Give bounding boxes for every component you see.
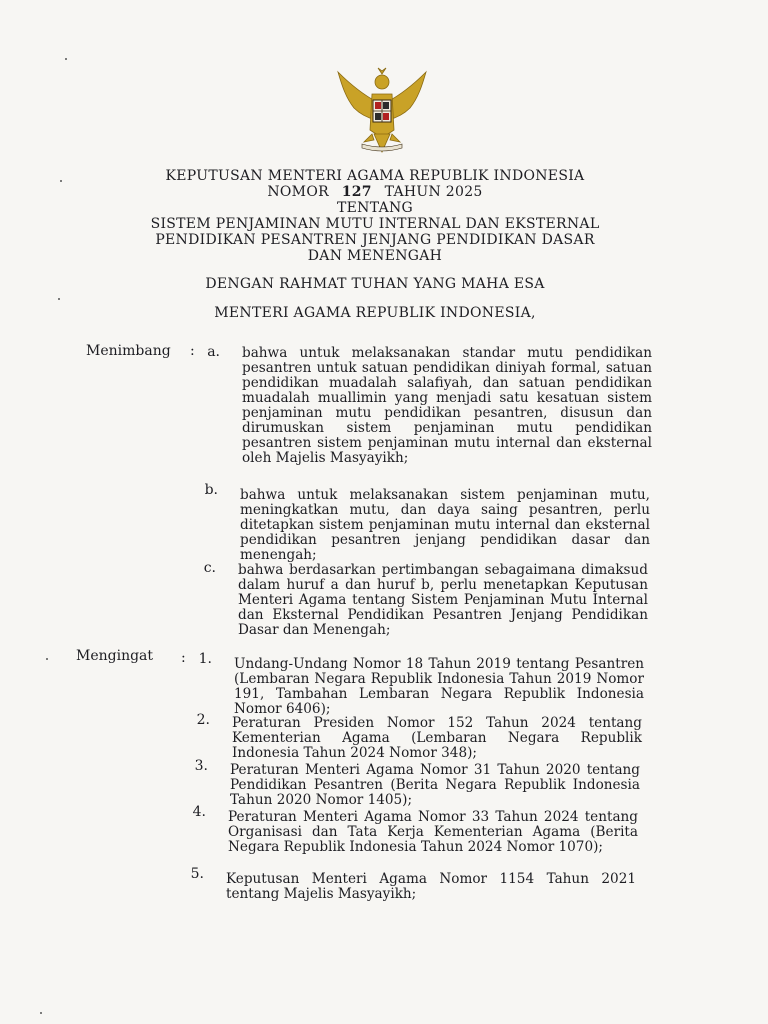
tahun-label: TAHUN 2025 [384, 184, 483, 200]
scan-speck [65, 58, 67, 60]
minister-line: MENTERI AGAMA REPUBLIK INDONESIA, [214, 305, 536, 321]
mengingat-item-2: Peraturan Presiden Nomor 152 Tahun 2024 tentang Kementerian Agama (Lembaran Negara Republik Indonesia Tahun 2024 Nomor 348); [232, 715, 642, 761]
mengingat-label: Mengingat [76, 648, 154, 664]
subject-line-2: PENDIDIKAN PESANTREN JENJANG PENDIDIKAN DASAR [155, 232, 595, 248]
menimbang-label: Menimbang [86, 343, 171, 359]
scan-speck [58, 298, 60, 300]
mengingat-marker-4: 4. [192, 804, 206, 820]
scan-speck [60, 180, 62, 182]
menimbang-marker-a: a. [207, 344, 220, 360]
tentang-label: TENTANG [336, 200, 414, 216]
nomor-value: 127 [341, 184, 372, 200]
mengingat-item-5: Keputusan Menteri Agama Nomor 1154 Tahun 2021 tentang Majelis Masyayikh; [226, 871, 636, 902]
mengingat-marker-2: 2. [196, 712, 210, 728]
subject-line-1: SISTEM PENJAMINAN MUTU INTERNAL DAN EKSTERNAL [150, 216, 600, 232]
menimbang-marker-c: c. [203, 560, 216, 576]
scan-speck [46, 658, 48, 660]
menimbang-item-b: bahwa untuk melaksanakan sistem penjaminan mutu, meningkatkan mutu, dan daya saing pesantren, perlu ditetapkan sistem penjaminan mutu internal dan eksternal pendidikan pesantren jenjang pendidikan dasar dan menengah; [240, 487, 650, 563]
menimbang-colon: : [190, 343, 195, 359]
mengingat-marker-5: 5. [190, 866, 204, 882]
mengingat-item-4: Peraturan Menteri Agama Nomor 33 Tahun 2024 tentang Organisasi dan Tata Kerja Kementerian Agama (Berita Negara Republik Indonesia Tahun 2024 Nomor 1070); [228, 809, 638, 855]
decree-header [150, 168, 600, 264]
subject-line-3: DAN MENENGAH [307, 248, 443, 264]
mengingat-item-1: Undang-Undang Nomor 18 Tahun 2019 tentang Pesantren (Lembaran Negara Republik Indonesia Tahun 2019 Nomor 191, Tambahan Lembaran Negara Republik Indonesia Nomor 6406); [234, 656, 644, 717]
menimbang-item-a: bahwa untuk melaksanakan standar mutu pendidikan pesantren untuk satuan pendidikan diniyah formal, satuan pendidikan muadalah salafiyah, dan satuan pendidikan muadalah muallimin yang menjadi satu kesatuan sistem penjaminan mutu pendidikan pesantren, disusun dan dirumuskan sistem penjaminan mutu pendidikan pesantren sistem penjaminan mutu internal dan eksternal oleh Majelis Masyayikh; [242, 345, 652, 466]
mengingat-item-3: Peraturan Menteri Agama Nomor 31 Tahun 2020 tentang Pendidikan Pesantren (Berita Negara Republik Indonesia Tahun 2020 Nomor 1405); [230, 762, 640, 808]
menimbang-item-c: bahwa berdasarkan pertimbangan sebagaimana dimaksud dalam huruf a dan huruf b, perlu menetapkan Keputusan Menteri Agama tentang Sistem Penjaminan Mutu Internal dan Eksternal Pendidikan Pesantren Jenjang Pendidikan Dasar dan Menengah; [238, 562, 648, 638]
decree-title: KEPUTUSAN MENTERI AGAMA REPUBLIK INDONESIA [165, 168, 585, 184]
mengingat-marker-3: 3. [194, 758, 208, 774]
blessing-line: DENGAN RAHMAT TUHAN YANG MAHA ESA [205, 276, 545, 292]
garuda-emblem-icon [332, 64, 432, 156]
mengingat-colon: : [181, 650, 186, 666]
scan-speck [40, 1012, 42, 1014]
mengingat-marker-1: 1. [198, 651, 212, 667]
decree-number-line [150, 184, 600, 200]
nomor-label: NOMOR [267, 184, 329, 200]
menimbang-marker-b: b. [204, 482, 218, 498]
